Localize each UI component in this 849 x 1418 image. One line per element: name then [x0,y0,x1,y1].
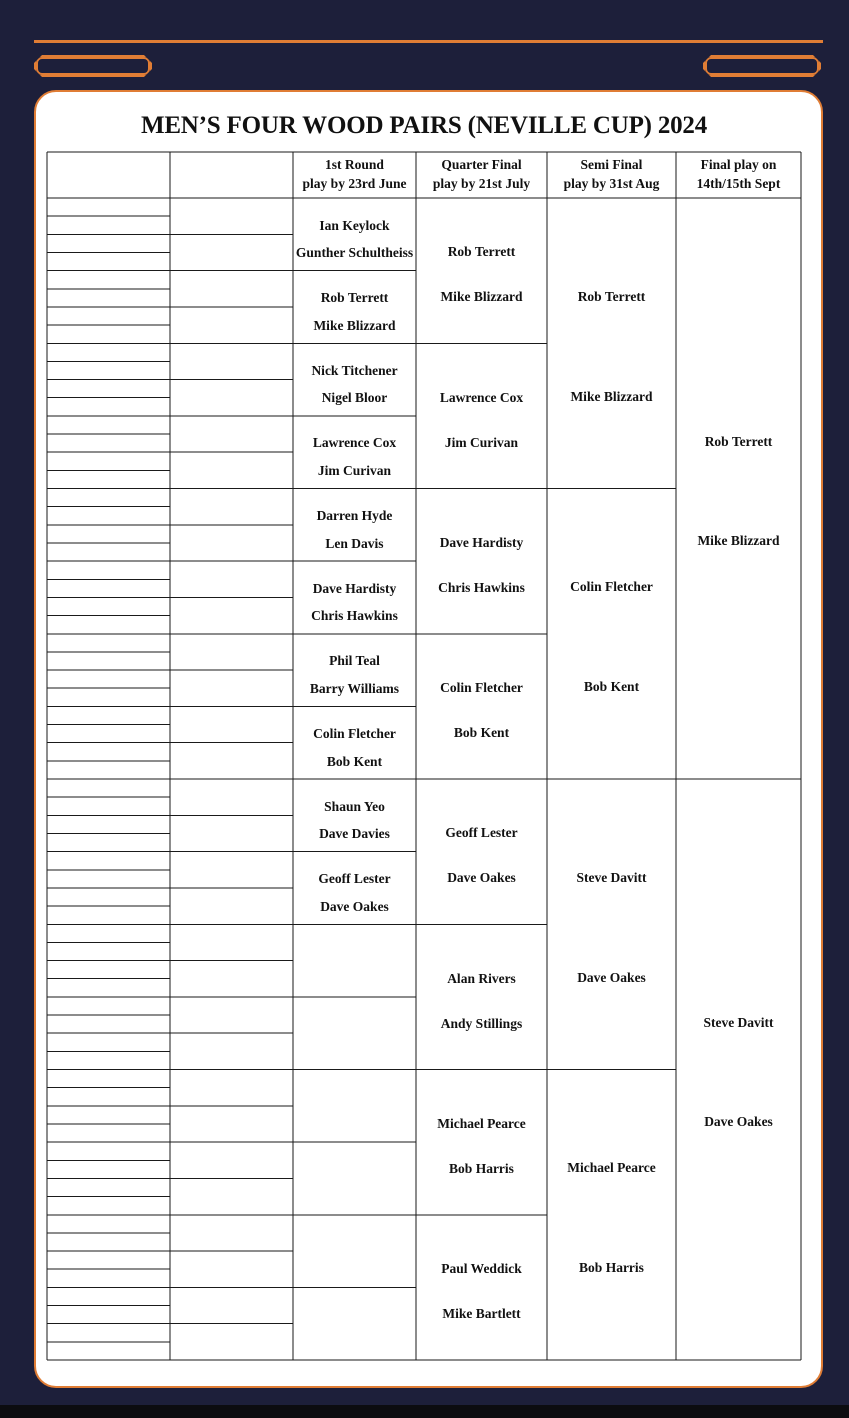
final-player: Dave Oakes [704,1113,773,1129]
semi-final-player: Dave Oakes [577,969,646,985]
first-round-player: Bob Kent [326,753,383,769]
quarter-final-player: Andy Stillings [440,1015,523,1031]
quarter-final-player: Michael Pearce [437,1115,526,1131]
round-header-deadline: 14th/15th Sept [696,176,781,191]
quarter-final-player: Rob Terrett [447,244,516,260]
quarter-final-player: Dave Oakes [447,870,516,886]
first-round-player: Chris Hawkins [311,608,398,624]
quarter-final-player: Dave Hardisty [439,534,524,550]
first-round-player: Dave Davies [319,826,390,842]
quarter-final-player: Geoff Lester [445,825,518,841]
first-round-player: Nick Titchener [311,362,398,378]
quarter-final-player: Chris Hawkins [438,579,525,595]
quarter-final-player: Paul Weddick [441,1261,522,1277]
first-round-player: Shaun Yeo [324,798,385,814]
quarter-final-player: Jim Curivan [444,434,519,450]
page-title: MEN’S FOUR WOOD PAIRS (NEVILLE CUP) 2024 [140,112,708,139]
quarter-final-player: Bob Harris [449,1160,514,1176]
quarter-final-player: Alan Rivers [447,970,516,986]
round-header [547,155,676,193]
first-round-player: Ian Keylock [319,217,390,233]
first-round-player: Jim Curivan [317,463,392,479]
quarter-final-player: Bob Kent [453,725,510,741]
quarter-final-player: Lawrence Cox [439,389,524,405]
first-round-player: Len Davis [325,535,384,551]
semi-final-player: Rob Terrett [577,288,646,304]
first-round-player: Mike Blizzard [313,317,396,333]
semi-final-player: Bob Kent [583,679,640,695]
first-round-player: Dave Hardisty [312,580,397,596]
round-header [676,155,801,193]
round-header [416,155,547,193]
round-header-title: Semi Final [580,157,643,172]
round-header-deadline: play by 21st July [432,176,531,191]
quarter-final-player: Mike Bartlett [442,1306,521,1322]
quarter-final-player: Colin Fletcher [440,680,523,696]
first-round-player: Dave Oakes [320,898,389,914]
final-player: Steve Davitt [703,1015,774,1031]
first-round-player: Rob Terrett [320,290,389,306]
round-header-deadline: play by 23rd June [302,176,407,191]
semi-final-player: Michael Pearce [567,1160,656,1176]
final-player: Rob Terrett [704,434,773,450]
round-header-deadline: play by 31st Aug [563,176,660,191]
semi-final-player: Steve Davitt [576,869,647,885]
semi-final-player: Bob Harris [579,1260,644,1276]
round-header-title: Final play on [700,157,777,172]
round-header-title: 1st Round [325,157,384,172]
quarter-final-player: Mike Blizzard [440,289,523,305]
first-round-player: Barry Williams [309,680,400,696]
first-round-player: Colin Fletcher [313,725,396,741]
first-round-player: Darren Hyde [316,508,393,524]
first-round-player: Gunther Schultheiss [295,245,414,261]
final-player: Mike Blizzard [697,532,780,548]
round-header-title: Quarter Final [441,157,522,172]
round-header [293,155,416,193]
first-round-player: Lawrence Cox [312,435,397,451]
first-round-player: Nigel Bloor [321,390,388,406]
semi-final-player: Mike Blizzard [570,388,653,404]
first-round-player: Geoff Lester [318,871,391,887]
semi-final-player: Colin Fletcher [570,579,653,595]
first-round-player: Phil Teal [329,653,380,669]
